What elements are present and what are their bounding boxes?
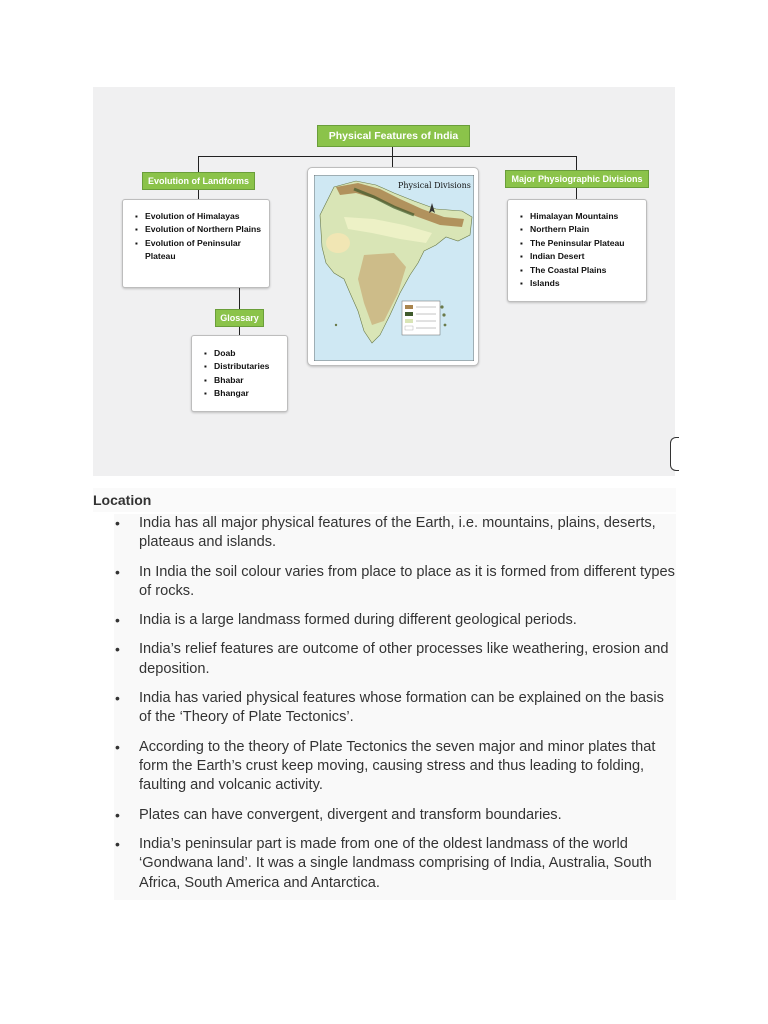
- list-item: ▪ Distributaries: [214, 360, 287, 373]
- divisions-node-label: Major Physiographic Divisions: [505, 170, 649, 188]
- evolution-node-label: Evolution of Landforms: [142, 172, 255, 190]
- list-item: • India’s peninsular part is made from one of the oldest landmass of the world ‘Gondwana land’. It was a single landmass comprising of India, Australia, South Africa, South America and Antarctica.: [114, 835, 676, 893]
- list-item: ▪ Evolution of Himalayas: [145, 210, 269, 223]
- list-item: ▪ Northern Plain: [530, 223, 646, 236]
- divisions-box: [507, 199, 647, 302]
- connector-line: [576, 187, 577, 199]
- connector-line: [198, 156, 577, 157]
- list-item: • According to the theory of Plate Tectonics the seven major and minor plates that form the Earth’s crust keep moving, causing stress and thus leading to folding, faulting and volcanic activity.: [114, 738, 676, 796]
- india-physical-map: [314, 175, 474, 361]
- list-item: ▪ Himalayan Mountains: [530, 210, 646, 223]
- connector-line: [198, 156, 199, 173]
- list-item: ▪ Bhangar: [214, 387, 287, 400]
- list-item: ▪ Evolution of Northern Plains: [145, 223, 269, 236]
- list-item: ▪ Indian Desert: [530, 250, 646, 263]
- list-item: • In India the soil colour varies from place to place as it is formed from different types of rocks.: [114, 563, 676, 602]
- connector-line: [576, 156, 577, 171]
- diagram-title-node: Physical Features of India: [317, 125, 470, 147]
- location-heading: Location: [93, 488, 676, 512]
- evolution-box: [122, 199, 270, 288]
- connector-line: [198, 189, 199, 199]
- side-scroll-tab[interactable]: [670, 437, 679, 471]
- list-item: • India has varied physical features whose formation can be explained on the basis of the ‘Theory of Plate Tectonics’.: [114, 689, 676, 728]
- list-item: • India is a large landmass formed during different geological periods.: [114, 611, 676, 630]
- glossary-box: [191, 335, 288, 412]
- map-title: Physical Divisions: [398, 181, 471, 190]
- india-map-card: [307, 167, 479, 366]
- glossary-node-label: Glossary: [215, 309, 264, 327]
- location-list: [114, 514, 676, 900]
- list-item: ▪ Evolution of Peninsular Plateau: [145, 237, 269, 264]
- list-item: ▪ The Peninsular Plateau: [530, 237, 646, 250]
- list-item: • India has all major physical features of the Earth, i.e. mountains, plains, deserts, plateaus and islands.: [114, 514, 676, 553]
- list-item: ▪ Bhabar: [214, 374, 287, 387]
- list-item: • India’s relief features are outcome of other processes like weathering, erosion and deposition.: [114, 640, 676, 679]
- list-item: • Plates can have convergent, divergent and transform boundaries.: [114, 806, 676, 825]
- list-item: ▪ Islands: [530, 277, 646, 290]
- list-item: ▪ The Coastal Plains: [530, 264, 646, 277]
- list-item: ▪ Doab: [214, 347, 287, 360]
- connector-line: [239, 288, 240, 310]
